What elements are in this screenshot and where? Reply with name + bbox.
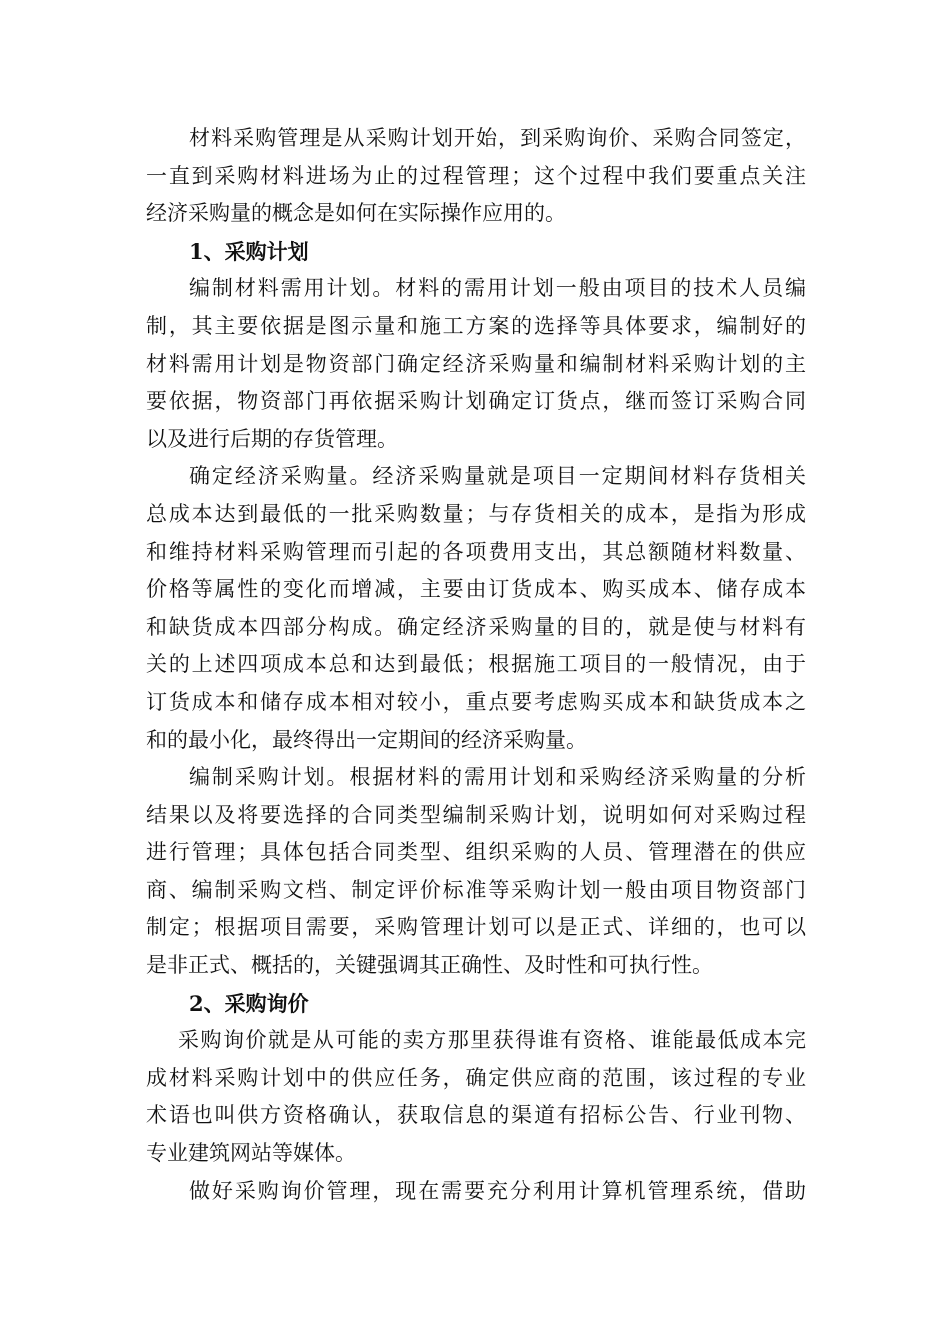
paragraph-purchase-plan: [146, 759, 806, 985]
paragraph-economic-quantity: [146, 458, 806, 759]
section-heading-inquiry: 2、采购询价: [189, 990, 309, 1016]
paragraph-demand-plan: [146, 270, 806, 458]
text-line: 以及进行后期的存货管理。: [146, 426, 398, 451]
text-line: 一直到采购材料进场为止的过程管理；这个过程中我们要重点关注: [146, 163, 806, 188]
document-page: [146, 120, 806, 1210]
text-line: 关的上述四项成本总和达到最低；根据施工项目的一般情况，由于: [146, 652, 806, 677]
text-line: 和的最小化，最终得出一定期间的经济采购量。: [146, 727, 587, 752]
text-line: 制，其主要依据是图示量和施工方案的选择等具体要求，编制好的: [146, 313, 806, 338]
text-line: 成材料采购计划中的供应任务，确定供应商的范围，该过程的专业: [146, 1065, 806, 1090]
text-line: 专业建筑网站等媒体。: [146, 1141, 356, 1166]
text-line: 术语也叫供方资格确认，获取信息的渠道有招标公告、行业刊物、: [146, 1103, 806, 1128]
text-line: 编制采购计划。根据材料的需用计划和采购经济采购量的分析: [189, 765, 806, 790]
text-line: 要依据，物资部门再依据采购计划确定订货点，继而签订采购合同: [146, 389, 806, 414]
text-line: 总成本达到最低的一批采购数量；与存货相关的成本，是指为形成: [146, 501, 806, 526]
text-line: 商、编制采购文档、制定评价标准等采购计划一般由项目物资部门: [146, 877, 806, 902]
text-line: 订货成本和储存成本相对较小，重点要考虑购买成本和缺货成本之: [146, 689, 806, 714]
text-line: 进行管理；具体包括合同类型、组织采购的人员、管理潜在的供应: [146, 840, 806, 865]
text-line: 编制材料需用计划。材料的需用计划一般由项目的技术人员编: [189, 276, 806, 301]
text-line: 价格等属性的变化而增减，主要由订货成本、购买成本、储存成本: [146, 577, 806, 602]
text-line: 制定；根据项目需要，采购管理计划可以是正式、详细的，也可以: [146, 915, 806, 940]
section-heading-purchase-plan: 1、采购计划: [189, 238, 309, 264]
text-line: 经济采购量的概念是如何在实际操作应用的。: [146, 201, 566, 226]
text-line: 做好采购询价管理，现在需要充分利用计算机管理系统，借助: [189, 1178, 806, 1203]
paragraph-inquiry-management: [146, 1173, 806, 1211]
intro-paragraph: [146, 120, 806, 233]
text-line: 确定经济采购量。经济采购量就是项目一定期间材料存货相关: [189, 464, 806, 489]
paragraph-inquiry: [146, 1022, 806, 1172]
text-line: 采购询价就是从可能的卖方那里获得谁有资格、谁能最低成本完: [178, 1028, 806, 1053]
text-line: 和维持材料采购管理而引起的各项费用支出，其总额随材料数量、: [146, 539, 806, 564]
text-line: 是非正式、概括的，关键强调其正确性、及时性和可执行性。: [146, 953, 713, 978]
text-line: 材料采购管理是从采购计划开始，到采购询价、采购合同签定，: [189, 126, 806, 150]
text-line: 结果以及将要选择的合同类型编制采购计划，说明如何对采购过程: [146, 802, 806, 827]
text-line: 材料需用计划是物资部门确定经济采购量和编制材料采购计划的主: [146, 351, 806, 376]
text-line: 和缺货成本四部分构成。确定经济采购量的目的，就是使与材料有: [146, 614, 806, 639]
